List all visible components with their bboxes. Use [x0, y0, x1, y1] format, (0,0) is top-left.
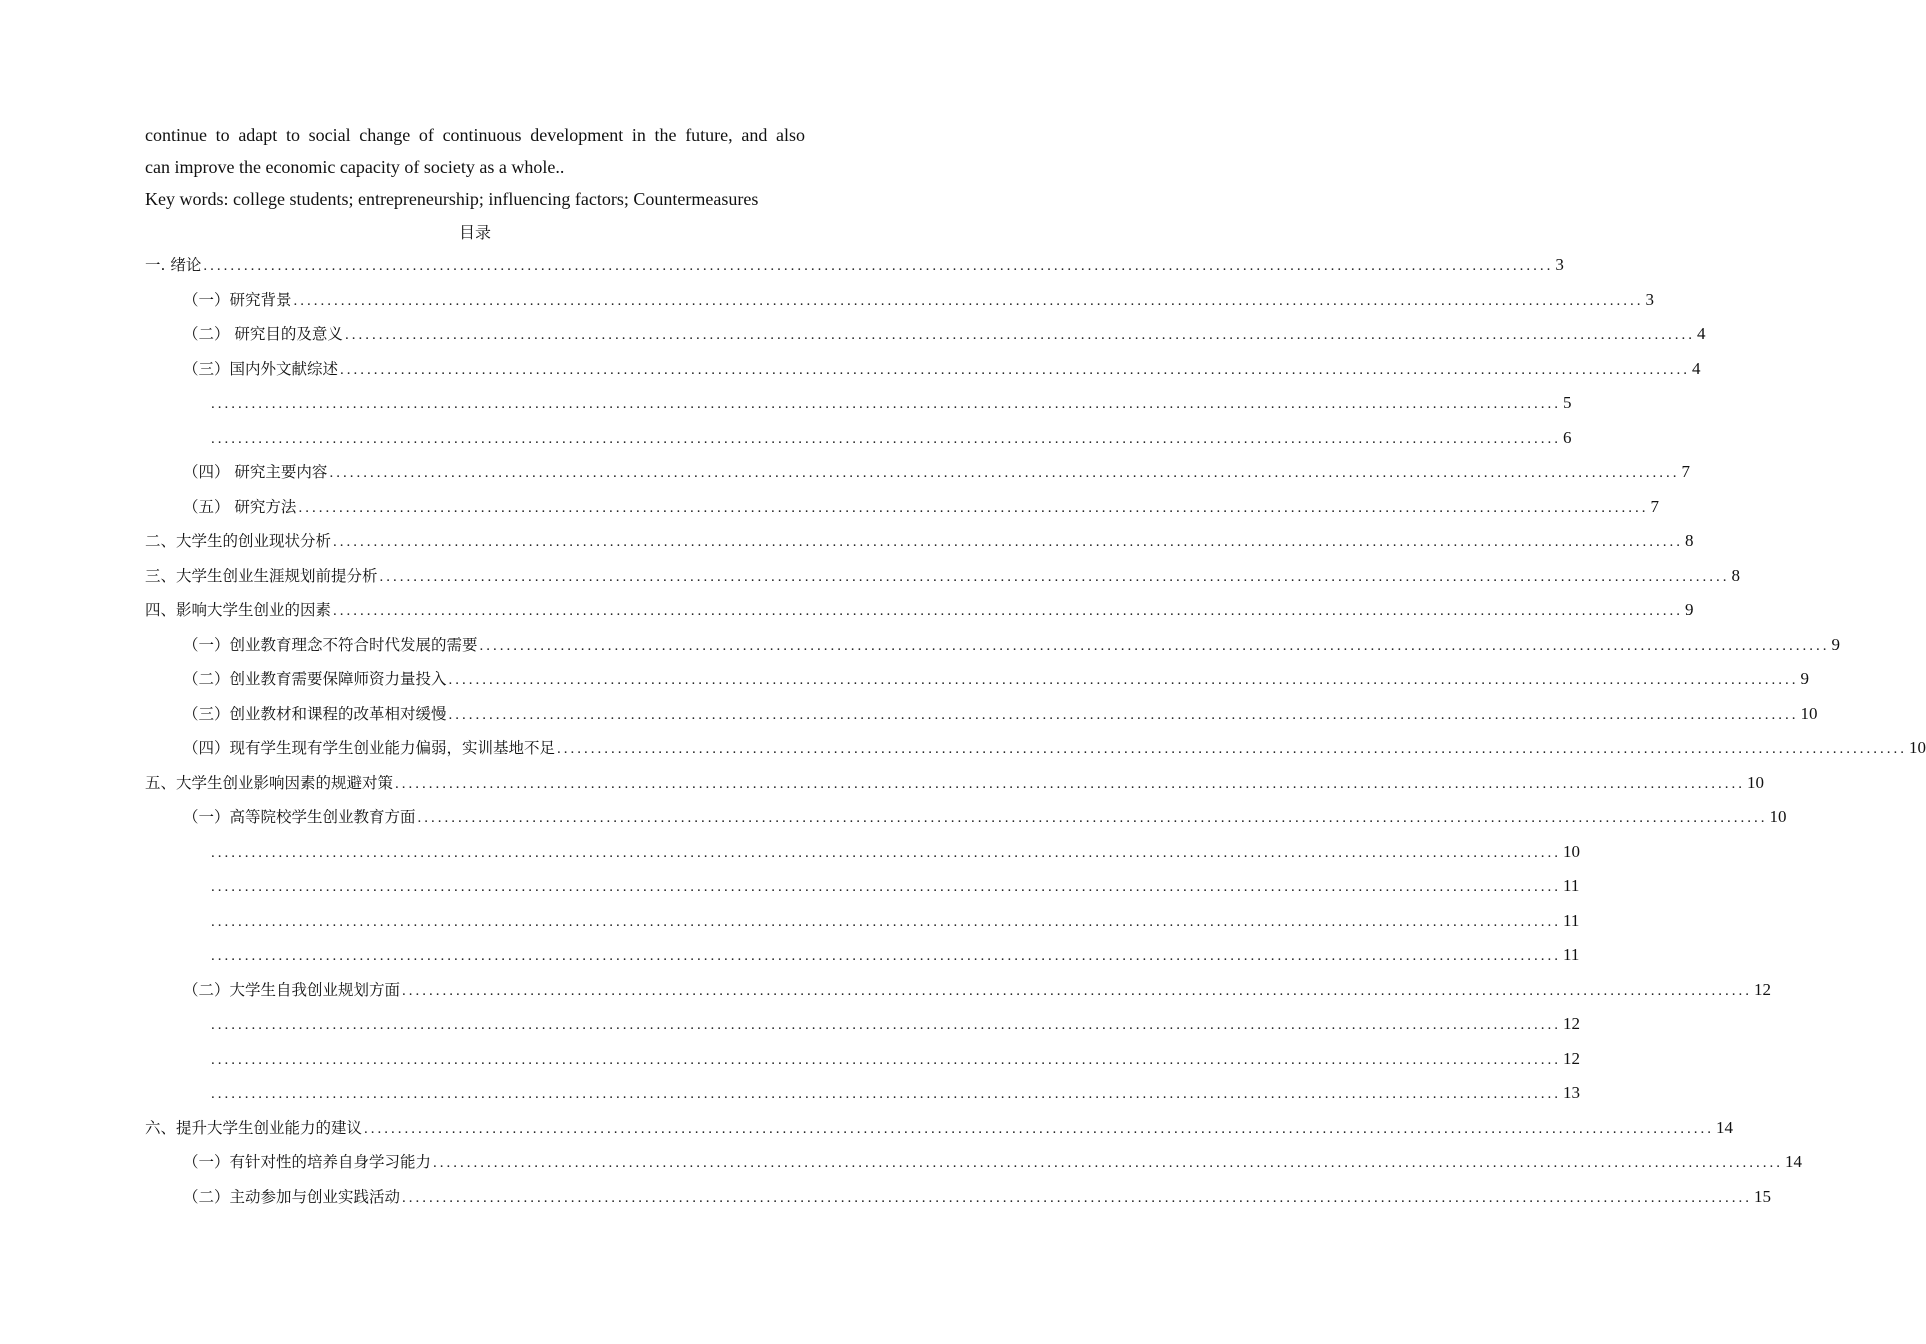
- toc-entry-page: 12: [1563, 1048, 1580, 1068]
- toc-entry[interactable]: [145, 455, 1690, 490]
- toc-entry-page: 10: [1769, 807, 1787, 826]
- toc-entry-page: 5: [1563, 393, 1572, 412]
- toc-entry[interactable]: [145, 1076, 1580, 1111]
- toc-entry-label: （一）高等院校学生创业教育方面: [183, 808, 416, 826]
- toc-leader-dots: ........................................................................................................................................................................................................: [402, 1189, 1753, 1206]
- toc-entry[interactable]: [145, 317, 1706, 352]
- toc-entry-page: 10: [1747, 772, 1765, 792]
- toc-entry[interactable]: [145, 421, 1572, 456]
- toc-leader-dots: ........................................................................................................................................................................................................: [340, 361, 1691, 378]
- toc-entry-label: （二）主动参加与创业实践活动: [183, 1187, 401, 1206]
- toc-entry[interactable]: [145, 731, 1926, 766]
- toc-entry-page: 10: [1800, 703, 1818, 723]
- toc-entry-page: 13: [1563, 1083, 1580, 1102]
- keywords-line: Key words: college students; entrepreneurship; influencing factors; Countermeasures: [145, 189, 759, 209]
- toc-entry[interactable]: [145, 766, 1765, 801]
- toc-entry-page: 9: [1831, 634, 1841, 654]
- toc-leader-dots: ........................................................................................................................................................................................................: [211, 948, 1561, 964]
- toc-entry[interactable]: [145, 697, 1818, 732]
- toc-entry-page: 6: [1563, 427, 1572, 447]
- toc-entry-label: （二）创业教育需要保障师资力量投入: [183, 670, 447, 688]
- toc-leader-dots: ........................................................................................................................................................................................................: [211, 1017, 1561, 1033]
- abstract-line-2: can improve the economic capacity of society as a whole..: [145, 157, 565, 177]
- abstract-line-1: continue to adapt to social change of continuous development in the future, and also: [145, 125, 805, 145]
- toc-entry-label: 五、大学生创业影响因素的规避对策: [145, 773, 394, 792]
- toc-entry[interactable]: [145, 352, 1701, 387]
- toc-entry[interactable]: [145, 490, 1659, 525]
- toc-entry-page: 4: [1696, 324, 1706, 343]
- toc-leader-dots: ........................................................................................................................................................................................................: [395, 775, 1746, 792]
- toc-leader-dots: ........................................................................................................................................................................................................: [448, 672, 1799, 688]
- toc-leader-dots: ........................................................................................................................................................................................................: [329, 465, 1680, 481]
- toc-leader-dots: ........................................................................................................................................................................................................: [417, 810, 1768, 826]
- toc-entry-label: 六、提升大学生创业能力的建议: [145, 1118, 363, 1137]
- toc-entry-page: 3: [1555, 255, 1564, 274]
- toc-entry-label: （一）研究背景: [183, 290, 292, 309]
- toc-entry-label: 三、大学生创业生涯规划前提分析: [145, 566, 378, 585]
- toc-entry-label: （二）大学生自我创业规划方面: [183, 980, 401, 999]
- toc-leader-dots: ........................................................................................................................................................................................................: [557, 741, 1908, 757]
- toc-entry-page: 4: [1692, 358, 1701, 378]
- toc-entry[interactable]: [145, 248, 1564, 283]
- toc-entry-page: 8: [1685, 531, 1694, 550]
- toc-entry[interactable]: [145, 973, 1772, 1008]
- toc-entry-label: （五） 研究方法: [183, 497, 297, 516]
- toc-entry[interactable]: [145, 869, 1580, 904]
- toc-entry-label: （一）创业教育理念不符合时代发展的需要: [183, 635, 478, 654]
- toc-leader-dots: ........................................................................................................................................................................................................: [203, 258, 1554, 274]
- toc-entry[interactable]: [145, 386, 1572, 421]
- toc-entry-page: 10: [1909, 738, 1926, 757]
- abstract-section: [145, 119, 805, 215]
- toc-leader-dots: ........................................................................................................................................................................................................: [211, 1051, 1561, 1068]
- toc-leader-dots: ........................................................................................................................................................................................................: [344, 327, 1695, 343]
- toc-leader-dots: ........................................................................................................................................................................................................: [479, 637, 1830, 654]
- toc-entry-label: 四、影响大学生创业的因素: [145, 601, 332, 619]
- toc-entry[interactable]: [145, 559, 1741, 594]
- toc-entry-label: 二、大学生的创业现状分析: [145, 532, 332, 550]
- toc-entry-page: 7: [1681, 462, 1690, 481]
- toc-leader-dots: ........................................................................................................................................................................................................: [211, 1086, 1561, 1102]
- toc-entry-page: 14: [1716, 1117, 1734, 1137]
- toc-entry-page: 15: [1754, 1186, 1772, 1206]
- toc-leader-dots: ........................................................................................................................................................................................................: [448, 706, 1799, 723]
- toc-entry-label: （三）国内外文献综述: [183, 359, 339, 378]
- table-of-contents: [145, 248, 1926, 1214]
- toc-entry-label: （二） 研究目的及意义: [183, 325, 343, 343]
- toc-entry-label: （四） 研究主要内容: [183, 463, 328, 481]
- toc-entry-page: 7: [1650, 496, 1659, 516]
- toc-leader-dots: ........................................................................................................................................................................................................: [298, 499, 1649, 516]
- toc-entry[interactable]: [145, 1180, 1772, 1215]
- toc-entry[interactable]: [145, 1145, 1803, 1180]
- toc-entry-page: 12: [1563, 1014, 1580, 1033]
- toc-entry-page: 11: [1563, 910, 1580, 930]
- toc-entry-label: （三）创业教材和课程的改革相对缓慢: [183, 704, 447, 723]
- toc-entry[interactable]: [145, 800, 1787, 835]
- toc-entry-page: 3: [1645, 289, 1655, 309]
- toc-leader-dots: ........................................................................................................................................................................................................: [402, 982, 1753, 999]
- toc-entry-page: 8: [1731, 565, 1741, 585]
- toc-entry-page: 12: [1754, 979, 1772, 999]
- toc-entry[interactable]: [145, 835, 1580, 870]
- toc-leader-dots: ........................................................................................................................................................................................................: [333, 534, 1684, 550]
- toc-entry[interactable]: [145, 904, 1580, 939]
- toc-entry-label: 一. 绪论: [145, 256, 202, 274]
- toc-entry[interactable]: [145, 938, 1580, 973]
- toc-entry[interactable]: [145, 593, 1694, 628]
- toc-entry[interactable]: [145, 1111, 1734, 1146]
- toc-entry-page: 10: [1563, 841, 1580, 861]
- toc-leader-dots: ........................................................................................................................................................................................................: [211, 879, 1561, 895]
- toc-leader-dots: ........................................................................................................................................................................................................: [433, 1155, 1784, 1171]
- toc-entry-page: 11: [1563, 945, 1580, 964]
- toc-entry-page: 9: [1685, 600, 1694, 619]
- toc-leader-dots: ........................................................................................................................................................................................................: [364, 1120, 1715, 1137]
- toc-leader-dots: ........................................................................................................................................................................................................: [211, 430, 1561, 447]
- toc-leader-dots: ........................................................................................................................................................................................................: [211, 913, 1561, 930]
- toc-entry[interactable]: [145, 628, 1841, 663]
- toc-leader-dots: ........................................................................................................................................................................................................: [211, 396, 1561, 412]
- toc-entry[interactable]: [145, 1042, 1580, 1077]
- toc-leader-dots: ........................................................................................................................................................................................................: [379, 568, 1730, 585]
- toc-entry-label: （一）有针对性的培养自身学习能力: [183, 1153, 432, 1171]
- toc-entry[interactable]: [145, 662, 1810, 697]
- toc-entry[interactable]: [145, 524, 1694, 559]
- toc-leader-dots: ........................................................................................................................................................................................................: [333, 603, 1684, 619]
- toc-leader-dots: ........................................................................................................................................................................................................: [211, 844, 1561, 861]
- toc-entry[interactable]: [145, 1007, 1580, 1042]
- toc-title: 目录: [458, 223, 491, 242]
- toc-entry-page: 9: [1800, 669, 1810, 688]
- toc-entry-label: （四）现有学生现有学生创业能力偏弱，实训基地不足: [183, 739, 556, 757]
- toc-leader-dots: ........................................................................................................................................................................................................: [293, 292, 1644, 309]
- toc-entry-page: 11: [1563, 876, 1580, 895]
- toc-entry[interactable]: [145, 283, 1655, 318]
- toc-entry-page: 14: [1785, 1152, 1803, 1171]
